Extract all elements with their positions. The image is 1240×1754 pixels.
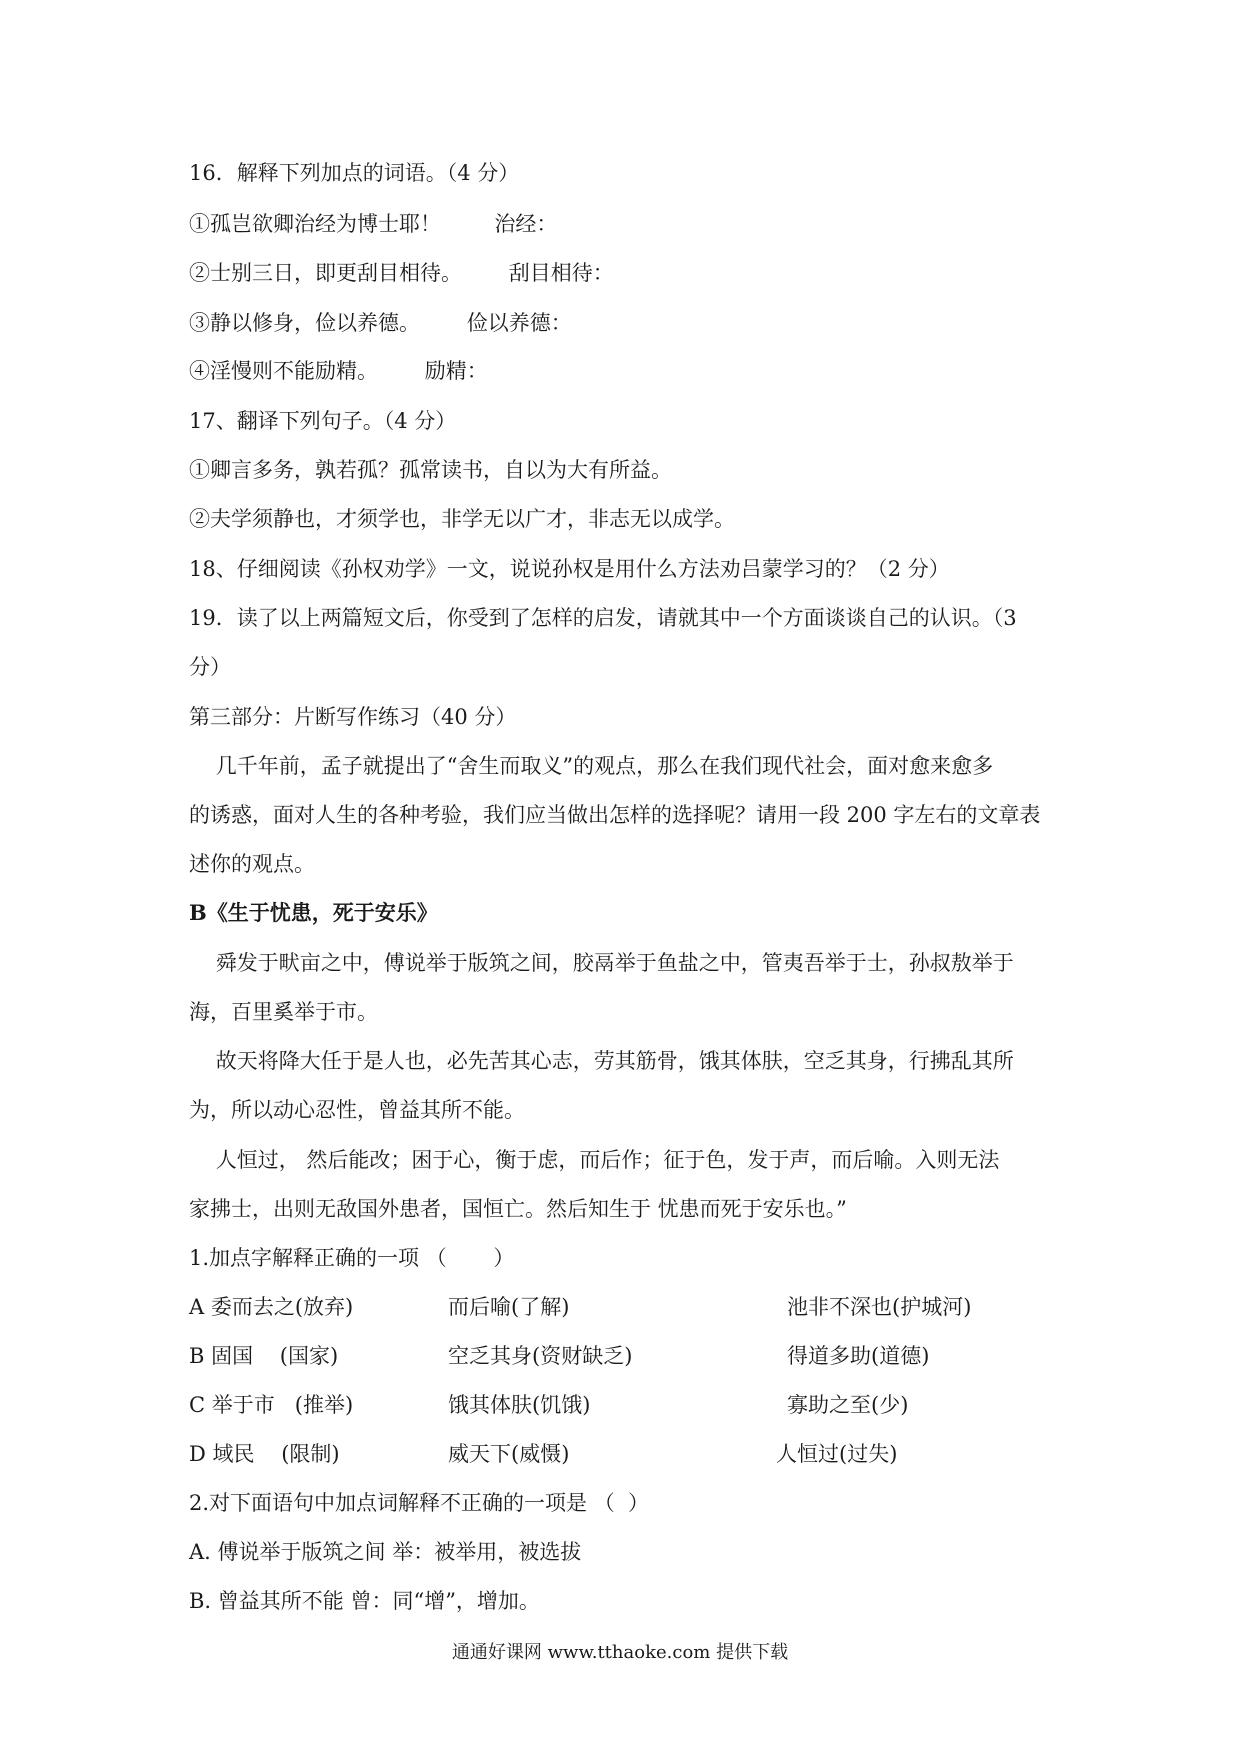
q16-item-4: ④淫慢则不能励精。 励精： <box>189 359 488 383</box>
q19-line-2: 分） <box>189 655 231 679</box>
mc1-row-b-col-1: B 固国 (国家) <box>189 1344 339 1368</box>
part3-title: 第三部分：片断写作练习（40 分） <box>189 705 517 729</box>
section-b-para-3a: 人恒过， 然后能改；困于心，衡于虑，而后作；征于色，发于声，而后喻。入则无法 <box>189 1148 1000 1172</box>
section-b-para-1b: 海，百里奚举于市。 <box>189 1000 378 1024</box>
mc1-row-b-col-2: 空乏其身(资财缺乏) <box>448 1344 633 1368</box>
mc1-row-a-col-2: 而后喻(了解) <box>448 1295 570 1319</box>
mc1-question: 1.加点字解释正确的一项 （ ） <box>189 1246 515 1270</box>
part3-line-3: 述你的观点。 <box>189 852 315 876</box>
part3-line-2: 的诱惑，面对人生的各种考验，我们应当做出怎样的选择呢？请用一段 200 字左右的文章表 <box>189 803 1041 827</box>
mc2-question: 2.对下面语句中加点词解释不正确的一项是 （ ） <box>189 1491 650 1515</box>
page-footer: 通通好课网 www.tthaoke.com 提供下载 <box>451 1642 789 1663</box>
q17-item-1: ①卿言多务，孰若孤？孤常读书，自以为大有所益。 <box>189 458 672 482</box>
mc1-row-c-col-1: C 举于市 (推举) <box>189 1393 354 1417</box>
section-b-para-2a: 故天将降大任于是人也，必先苦其心志，劳其筋骨，饿其体肤，空乏其身，行拂乱其所 <box>189 1049 1014 1073</box>
mc2-option-a: A. 傅说举于版筑之间 举：被举用，被选拔 <box>189 1540 582 1564</box>
q16-item-1: ①孤岂欲卿治经为博士耶！ 治经： <box>189 212 558 236</box>
mc1-row-d-col-3: 人恒过(过失) <box>776 1442 898 1466</box>
mc2-option-b: B. 曾益其所不能 曾：同“增”，增加。 <box>189 1589 540 1613</box>
mc1-row-a-col-3: 池非不深也(护城河) <box>787 1295 972 1319</box>
q16-item-2: ②士别三日，即更刮目相待。 刮目相待： <box>189 261 614 285</box>
mc1-row-d-col-2: 威天下(威慑) <box>448 1442 570 1466</box>
section-b-para-3b: 家拂士，出则无敌国外患者，国恒亡。然后知生于 忧患而死于安乐也。” <box>189 1197 847 1221</box>
mc1-row-c-col-3: 寡助之至(少) <box>787 1393 909 1417</box>
q18-text: 18、仔细阅读《孙权劝学》一文，说说孙权是用什么方法劝吕蒙学习的？（2 分） <box>189 557 950 581</box>
q17-item-2: ②夫学须静也，才须学也，非学无以广才，非志无以成学。 <box>189 507 735 531</box>
q16-item-3: ③静以修身，俭以养德。 俭以养德： <box>189 311 572 335</box>
part3-line-1: 几千年前，孟子就提出了“舍生而取义”的观点，那么在我们现代社会，面对愈来愈多 <box>189 754 994 778</box>
q19-line-1: 19．读了以上两篇短文后，你受到了怎样的启发，请就其中一个方面谈谈自己的认识。（3 <box>189 606 1017 630</box>
section-b-para-2b: 为，所以动心忍性，曾益其所不能。 <box>189 1098 525 1122</box>
mc1-row-d-col-1: D 域民 (限制) <box>189 1442 340 1466</box>
section-b-title: B《生于忧患，死于安乐》 <box>189 900 438 925</box>
q17-title: 17、翻译下列句子。（4 分） <box>189 409 457 433</box>
mc1-row-b-col-3: 得道多助(道德) <box>787 1344 930 1368</box>
section-b-para-1a: 舜发于畎亩之中，傅说举于版筑之间，胶鬲举于鱼盐之中，管夷吾举于士，孙叔敖举于 <box>189 951 1014 975</box>
mc1-row-a-col-1: A 委而去之(放弃) <box>189 1295 354 1319</box>
q16-title: 16．解释下列加点的词语。（4 分） <box>189 161 520 185</box>
mc1-row-c-col-2: 饿其体肤(饥饿) <box>448 1393 591 1417</box>
